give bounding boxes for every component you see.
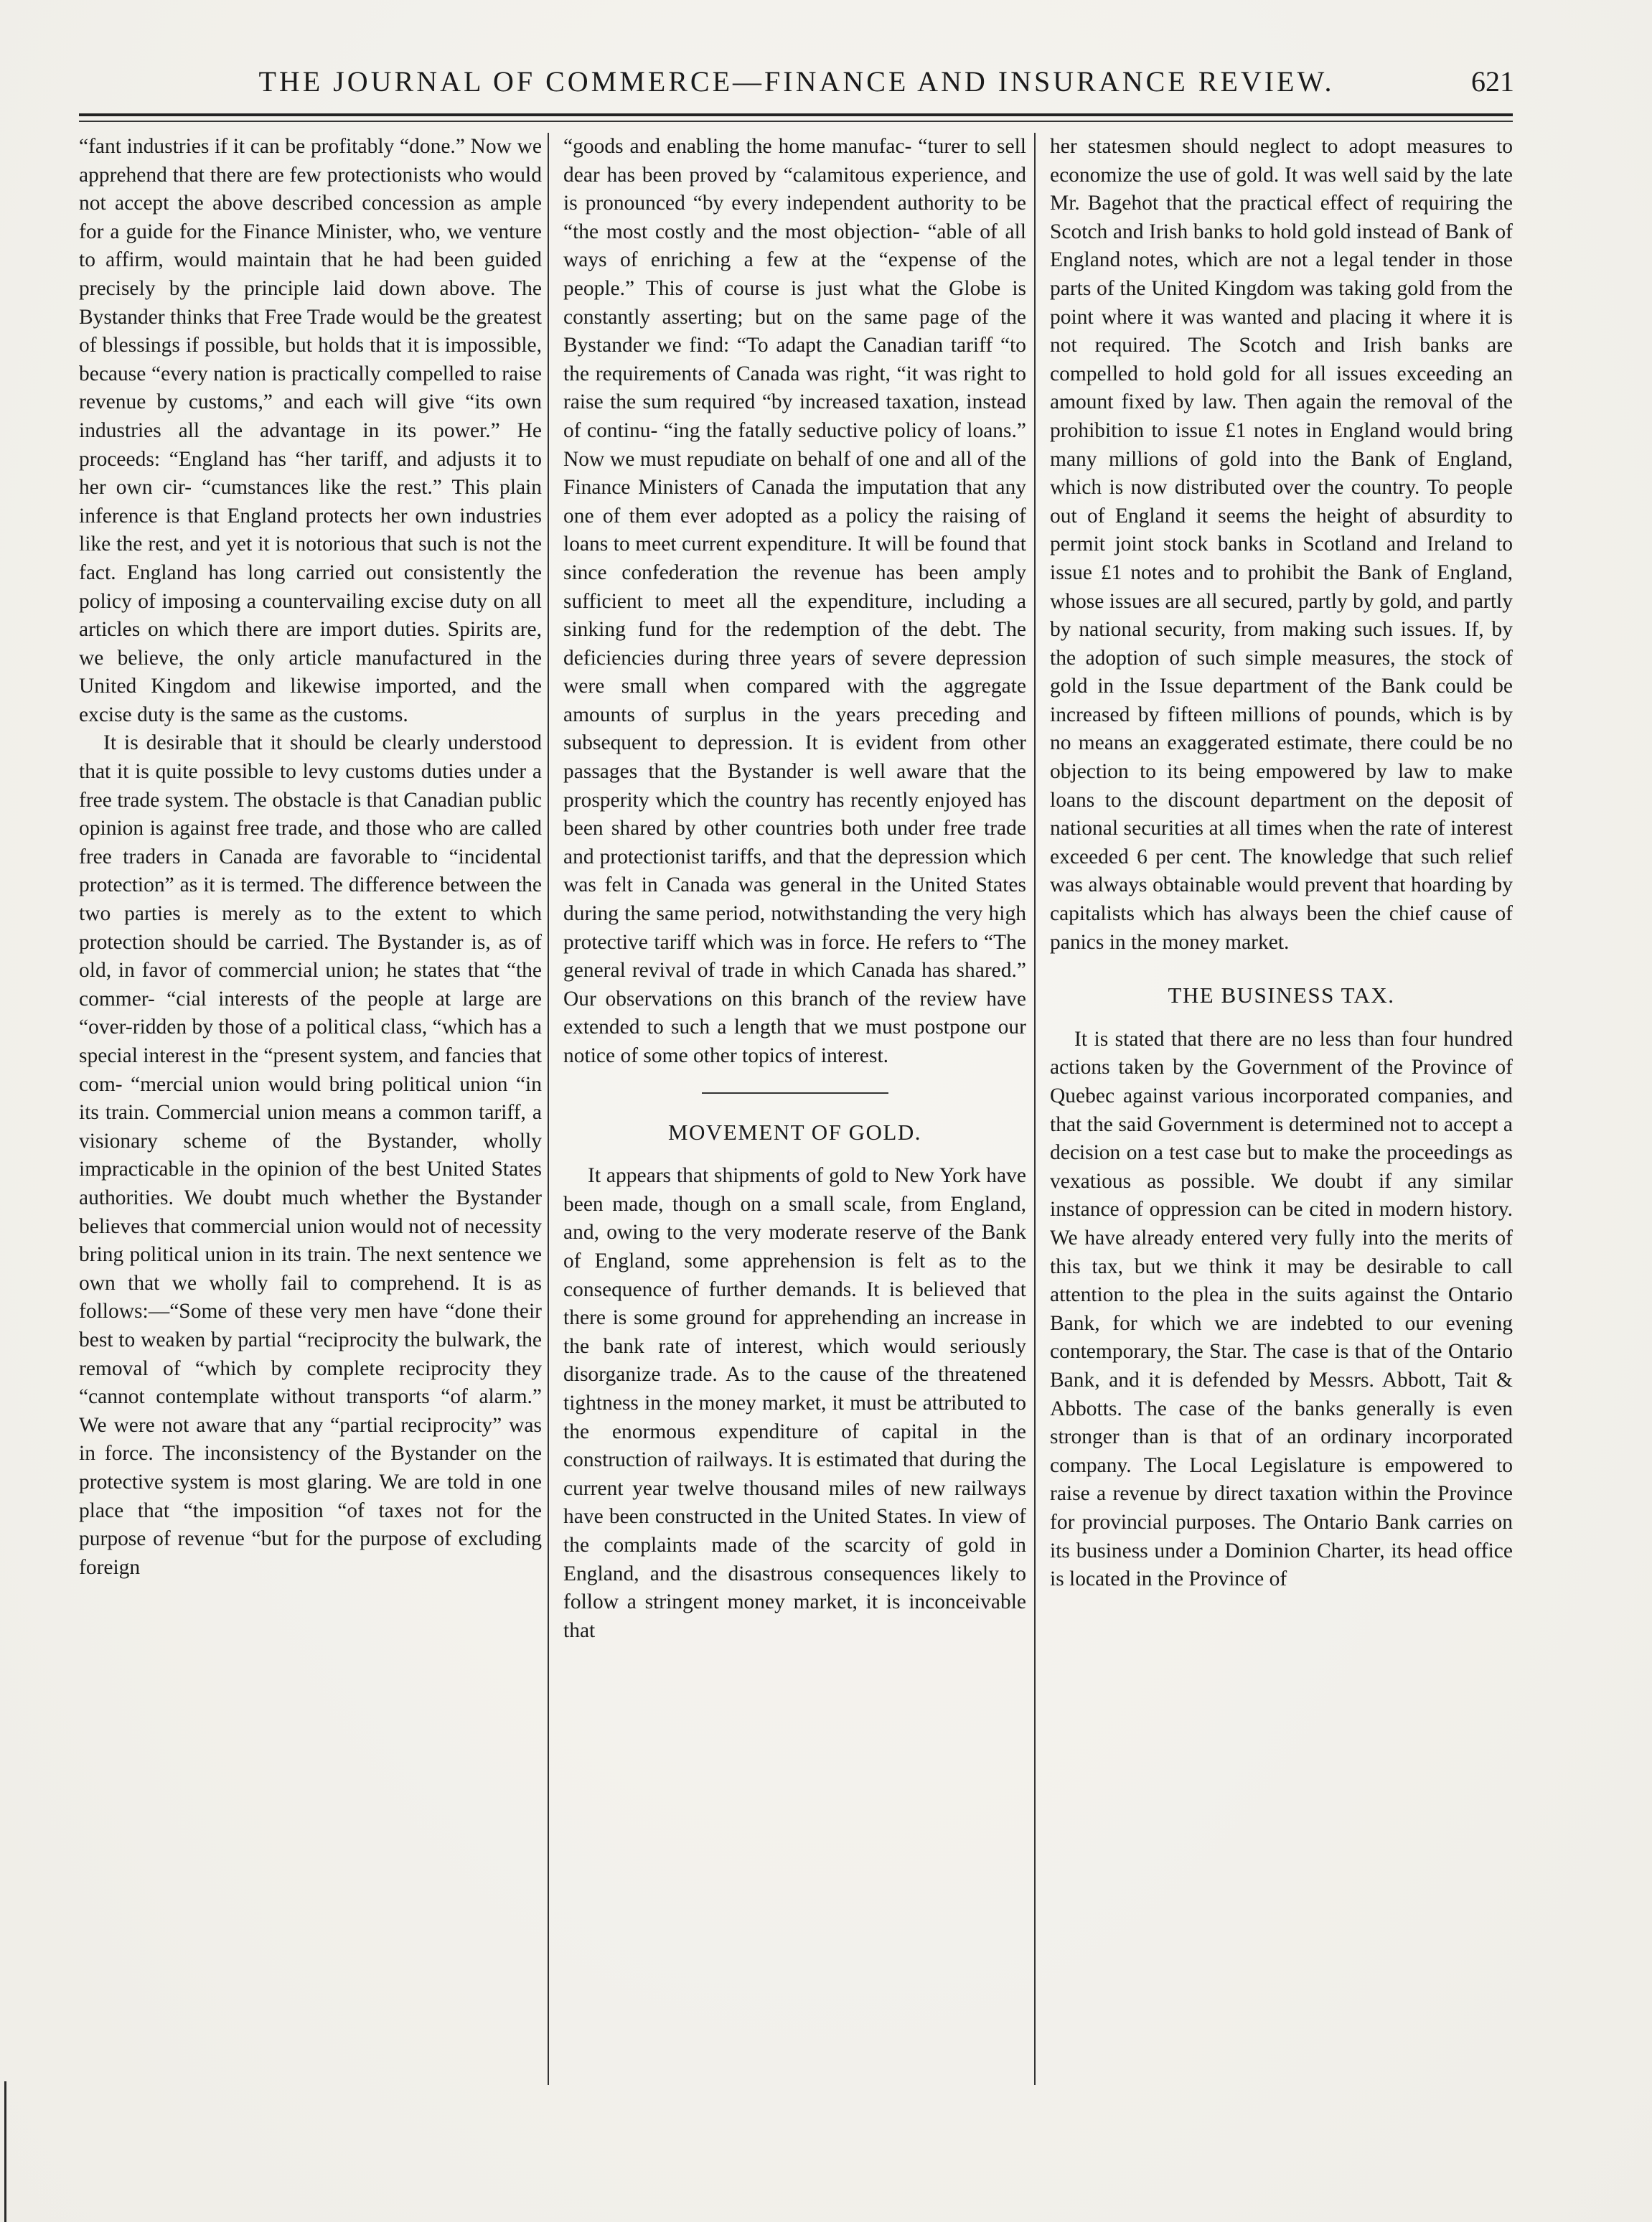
- column-2-paragraph-1: “goods and enabling the home manufac- “turer to sell dear has been proved by “calamitous experience, and is pronounced “by every independent authority to be “the most costly and the most objection- “able of all ways of enriching a few at the “expense of the people.” This of course is just what the Globe is constantly asserting; but on the same page of the Bystander we find: “To adapt the Canadian tariff “to the requirements of Canada was right, “it was right to raise the sum required “by increased taxation, instead of continu- “ing the fatally seductive policy of loans.” Now we must repudiate on behalf of one and all of the Finance Ministers of Canada the imputation that any one of them ever adopted as a policy the raising of loans to meet current expenditure. It will be found that since confederation the revenue has been amply sufficient to meet all the expenditure, including a sinking fund for the redemption of the debt. The deficiencies during three years of severe depression were small when compared with the aggregate amounts of surplus in the years preceding and subsequent to depression. It is evident from other passages that the Bystander is well aware that the prosperity which the country has recently enjoyed has been shared by other countries both under free trade and protectionist tariffs, and that the depression which was felt in Canada was general in the United States during the same period, notwithstanding the very high protective tariff which was in force. He refers to “The general revival of trade in which Canada has shared.” Our observations on this branch of the review have extended to such a length that we must postpone our notice of some other topics of interest.: [563, 135, 1026, 1067]
- section-separator-rule: [702, 1092, 888, 1094]
- page-edge-mark: [4, 2081, 6, 2222]
- journal-title: THE JOURNAL OF COMMERCE—FINANCE AND INSURANCE REVIEW.: [258, 65, 1335, 98]
- header-rule-thin: [79, 121, 1513, 122]
- column-3: [1050, 133, 1513, 2085]
- column-2-paragraph-2: It appears that shipments of gold to New York have been made, though on a small scale, from England, and, owing to the very moderate reserve of the Bank of England, some apprehension is felt as to the consequence of further demands. It is believed that there is some ground for apprehending an increase in the bank rate of interest, which would seriously disorganize trade. As to the cause of the threatened tightness in the money market, it must be attributed to the enormous expenditure of capital in the construction of railways. It is estimated that during the current year twelve thousand miles of new railways have been constructed in the United States. In view of the complaints made of the scarcity of gold in England, and the disastrous consequences likely to follow a stringent money market, it is inconceivable that: [563, 1164, 1026, 1642]
- column-divider-1: [548, 133, 549, 2085]
- column-1-paragraph-2: It is desirable that it should be clearly understood that it is quite possible to levy customs duties under a free trade system. The obstacle is that Canadian public opinion is against free trade, and those who are called free traders in Canada are favorable to “incidental protection” as it is termed. The difference between the two parties is merely as to the extent to which protection should be carried. The Bystander is, as of old, in favor of commercial union; he states that “the commer- “cial interests of the people at large are “over-ridden by those of a political class, “which has a special interest in the “present system, and fancies that com- “mercial union would bring political union “in its train. Commercial union means a common tariff, a visionary scheme of the Bystander, wholly impracticable in the opinion of the best United States authorities. We doubt much whether the Bystander believes that commercial union would not of necessity bring political union in its train. The next sentence we own that we wholly fail to comprehend. It is as follows:—“Some of these very men have “done their best to weaken by partial “reciprocity the bulwark, the removal of “which by complete reciprocity they “cannot contemplate without transports “of alarm.” We were not aware that any “partial reciprocity” was in force. The inconsistency of the Bystander on the protective system is most glaring. We are told in one place that “the imposition “of taxes not for the purpose of revenue “but for the purpose of excluding foreign: [79, 731, 542, 1579]
- column-1-paragraph-1: “fant industries if it can be profitably “done.” Now we apprehend that there are few protectionists who would not accept the above described concession as ample for a guide for the Finance Minister, who, we venture to affirm, would maintain that he had been guided precisely by the principle laid down above. The Bystander thinks that Free Trade would be the greatest of blessings if possible, but holds that it is impossible, because “every nation is practically compelled to raise revenue by customs,” and each will give “its own industries all the advantage in its power.” He proceeds: “England has “her tariff, and adjusts it to her own cir- “cumstances like the rest.” This plain inference is that England protects her own industries like the rest, and yet it is notorious that such is not the fact. England has long carried out consistently the policy of imposing a countervailing excise duty on all articles on which there are import duties. Spirits are, we believe, the only article manufactured in the United Kingdom and likewise imported, and the excise duty is the same as the customs.: [79, 135, 542, 726]
- column-1: [79, 133, 542, 2085]
- section-title-movement-of-gold: MOVEMENT OF GOLD.: [667, 1119, 921, 1145]
- page-number: 621: [1471, 65, 1514, 98]
- section-title-business-tax: THE BUSINESS TAX.: [1168, 983, 1395, 1008]
- column-divider-2: [1034, 133, 1036, 2085]
- column-3-paragraph-2: It is stated that there are no less than four hundred actions taken by the Government of the Province of Quebec against various incorporated companies, and that the said Government is determined not to accept a decision on a test case but to make the proceedings as vexatious as possible. We doubt if any similar instance of oppression can be cited in modern history. We have already entered very fully into the merits of this tax, but we think it may be desirable to call attention to the plea in the suits against the Ontario Bank, for which we are indebted to our evening contemporary, the Star. The case is that of the Ontario Bank, and it is defended by Messrs. Abbott, Tait & Abbotts. The case of the banks generally is even stronger than is that of an ordinary incorporated company. The Local Legislature is empowered to raise a revenue by direct taxation within the Province for provincial purposes. The Ontario Bank carries on its business under a Dominion Charter, its head office is located in the Province of: [1050, 1027, 1513, 1591]
- column-2: [563, 133, 1026, 2085]
- page-header: [79, 57, 1514, 108]
- column-3-paragraph-1: her statesmen should neglect to adopt measures to economize the use of gold. It was well said by the late Mr. Bagehot that the practical effect of requiring the Scotch and Irish banks to hold gold instead of Bank of England notes, which are not a legal tender in those parts of the United Kingdom was taking gold from the point where it was wanted and placing it where it is not required. The Scotch and Irish banks are compelled to hold gold for all issues exceeding an amount fixed by law. Then again the removal of the prohibition to issue £1 notes in England would bring many millions of gold into the Bank of England, which is now distributed over the country. To people out of England it seems the height of absurdity to permit joint stock banks in Scotland and Ireland to issue £1 notes and to prohibit the Bank of England, whose issues are all secured, partly by gold, and partly by national security, from making such issues. If, by the adoption of such simple measures, the stock of gold in the Issue department of the Bank could be increased by fifteen millions of pounds, which is by no means an exaggerated estimate, there could be no objection to its being empowered by law to make loans to the discount department on the deposit of national securities at all times when the rate of interest exceeded 6 per cent. The knowledge that such relief was always obtainable would prevent that hoarding by capitalists which has always been the chief cause of panics in the money market.: [1050, 135, 1513, 954]
- header-rule-thick: [79, 113, 1513, 116]
